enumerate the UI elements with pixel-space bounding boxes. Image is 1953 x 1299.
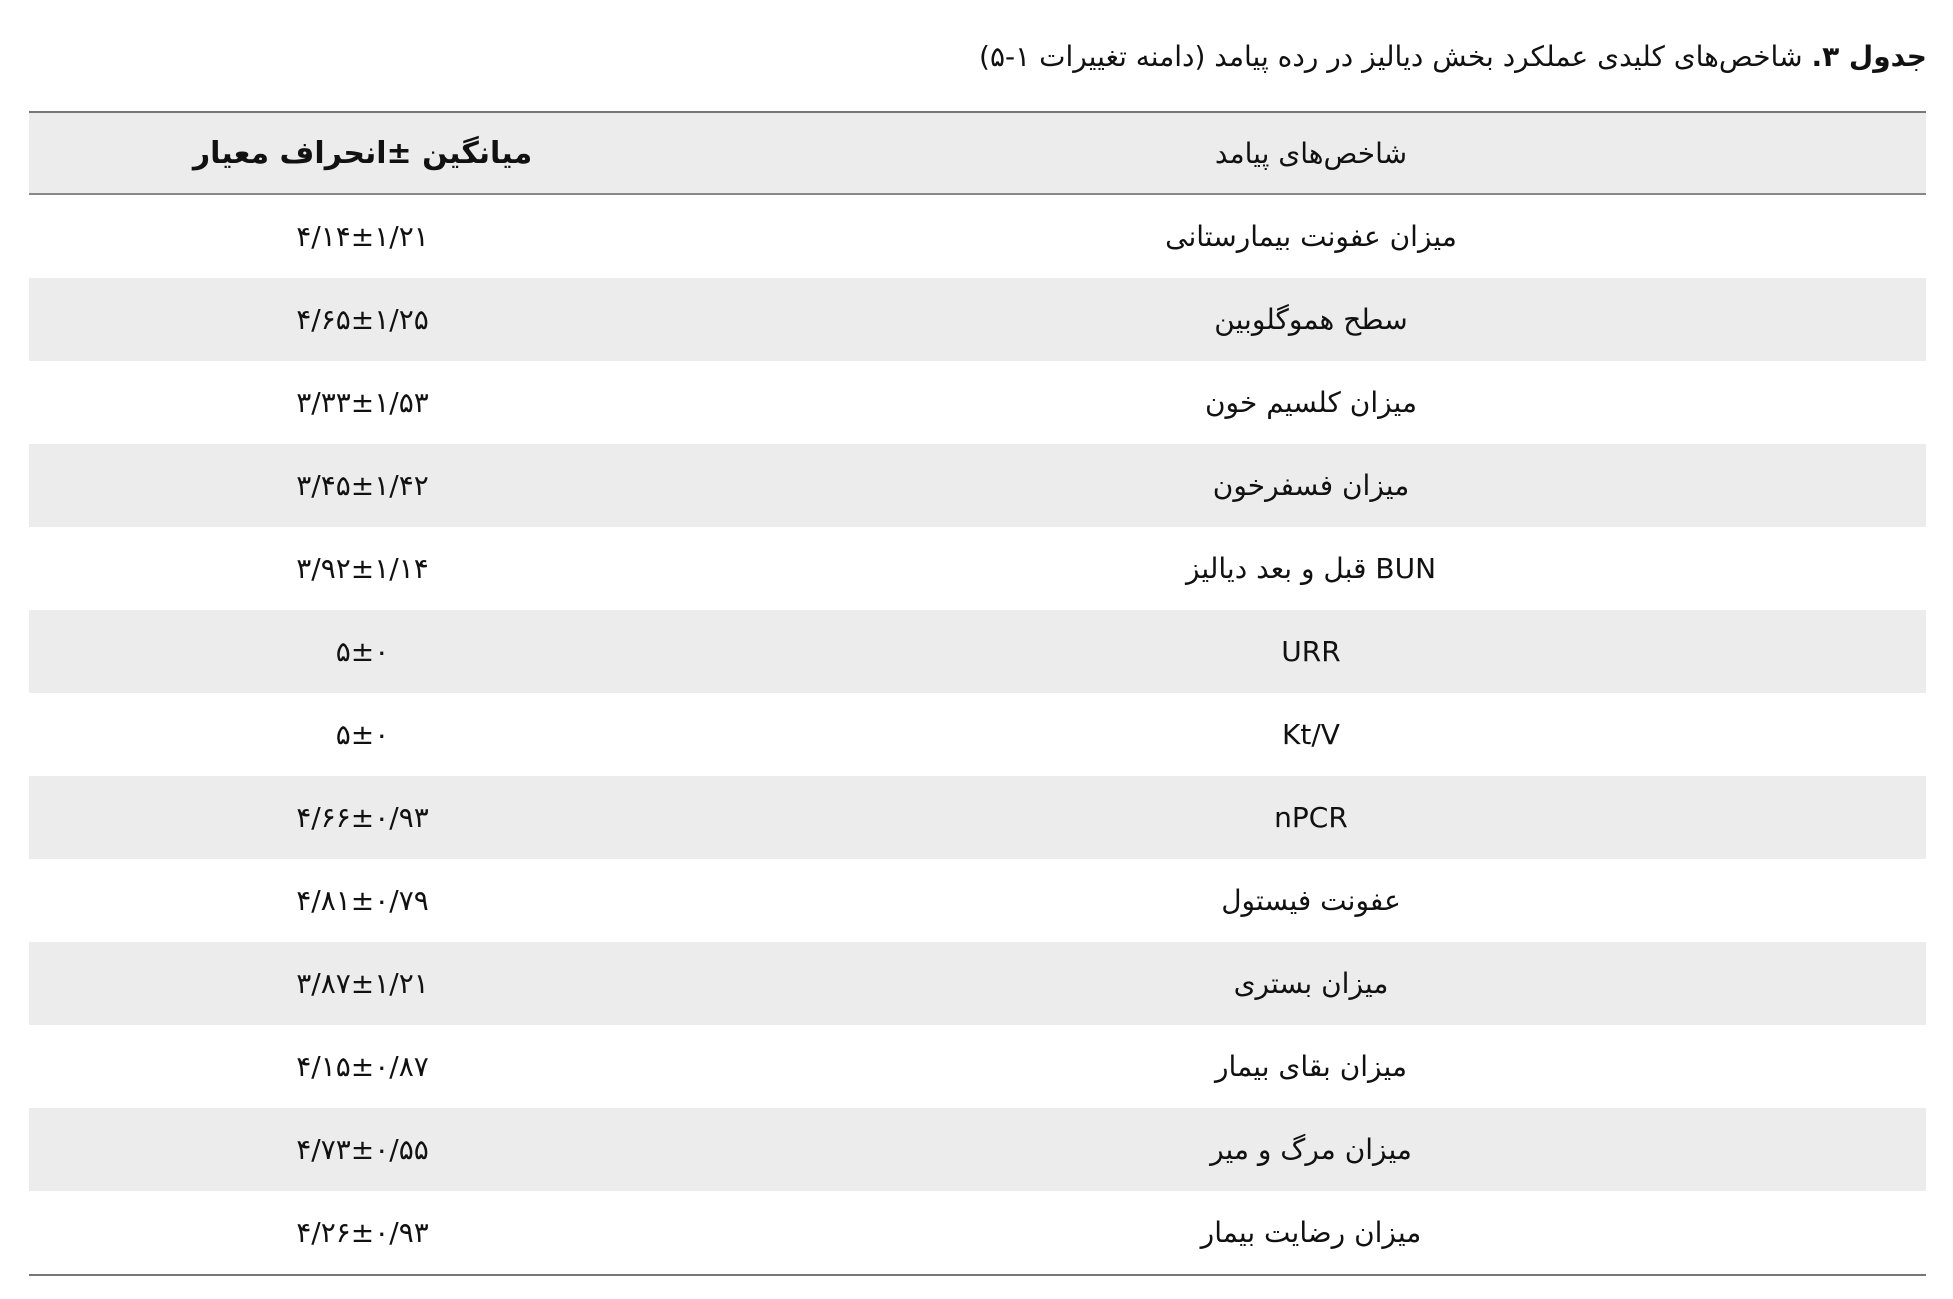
indicator-cell: BUN قبل و بعد دیالیز: [1185, 552, 1437, 585]
table-row: [29, 444, 1926, 527]
table-header-row: [29, 113, 1926, 195]
table-row: [29, 610, 1926, 693]
table-caption-text: شاخص‌های کلیدی عملکرد بخش دیالیز در رده پیامد (دامنه تغییرات ۱-۵): [979, 40, 1812, 73]
value-cell: ۳/۹۲±۱/۱۴: [296, 552, 429, 585]
indicator-cell: URR: [1281, 635, 1341, 668]
table-row: [29, 859, 1926, 942]
indicator-cell: میزان فسفرخون: [1212, 469, 1410, 502]
table-caption: [979, 40, 1927, 73]
table-row: [29, 1025, 1926, 1108]
table-row: [29, 278, 1926, 361]
table-row: [29, 1191, 1926, 1274]
value-cell: ۳/۸۷±۱/۲۱: [296, 967, 429, 1000]
header-indicator: شاخص‌های پیامد: [1214, 136, 1408, 170]
value-cell: ۴/۶۶±۰/۹۳: [296, 801, 429, 834]
value-cell: ۳/۳۳±۱/۵۳: [296, 386, 429, 419]
table-row: [29, 1108, 1926, 1191]
outcome-indicators-table: [29, 111, 1926, 1276]
table-row: [29, 942, 1926, 1025]
header-value: میانگین ±انحراف معیار: [192, 135, 533, 171]
value-cell: ۳/۴۵±۱/۴۲: [296, 469, 429, 502]
table-row: [29, 776, 1926, 859]
value-cell: ۴/۲۶±۰/۹۳: [296, 1216, 429, 1249]
indicator-cell: میزان عفونت بیمارستانی: [1165, 220, 1457, 253]
table-row: [29, 527, 1926, 610]
table-row: [29, 693, 1926, 776]
indicator-cell: nPCR: [1274, 801, 1348, 834]
table-row: [29, 361, 1926, 444]
value-cell: ۴/۷۳±۰/۵۵: [296, 1133, 429, 1166]
value-cell: ۵±۰: [335, 635, 390, 668]
indicator-cell: Kt/V: [1282, 718, 1340, 751]
indicator-cell: میزان رضایت بیمار: [1200, 1216, 1422, 1249]
table-caption-label: جدول ۳.: [1811, 40, 1927, 73]
table-row: [29, 195, 1926, 278]
value-cell: ۴/۱۵±۰/۸۷: [296, 1050, 429, 1083]
value-cell: ۵±۰: [335, 718, 390, 751]
indicator-cell: میزان مرگ و میر: [1210, 1133, 1412, 1166]
indicator-cell: میزان بستری: [1233, 967, 1389, 1000]
value-cell: ۴/۸۱±۰/۷۹: [296, 884, 429, 917]
indicator-cell: عفونت فیستول: [1221, 884, 1401, 917]
indicator-cell: سطح هموگلوبین: [1214, 303, 1408, 336]
value-cell: ۴/۶۵±۱/۲۵: [296, 303, 429, 336]
value-cell: ۴/۱۴±۱/۲۱: [296, 220, 429, 253]
indicator-cell: میزان کلسیم خون: [1204, 386, 1418, 419]
indicator-cell: میزان بقای بیمار: [1215, 1050, 1407, 1083]
